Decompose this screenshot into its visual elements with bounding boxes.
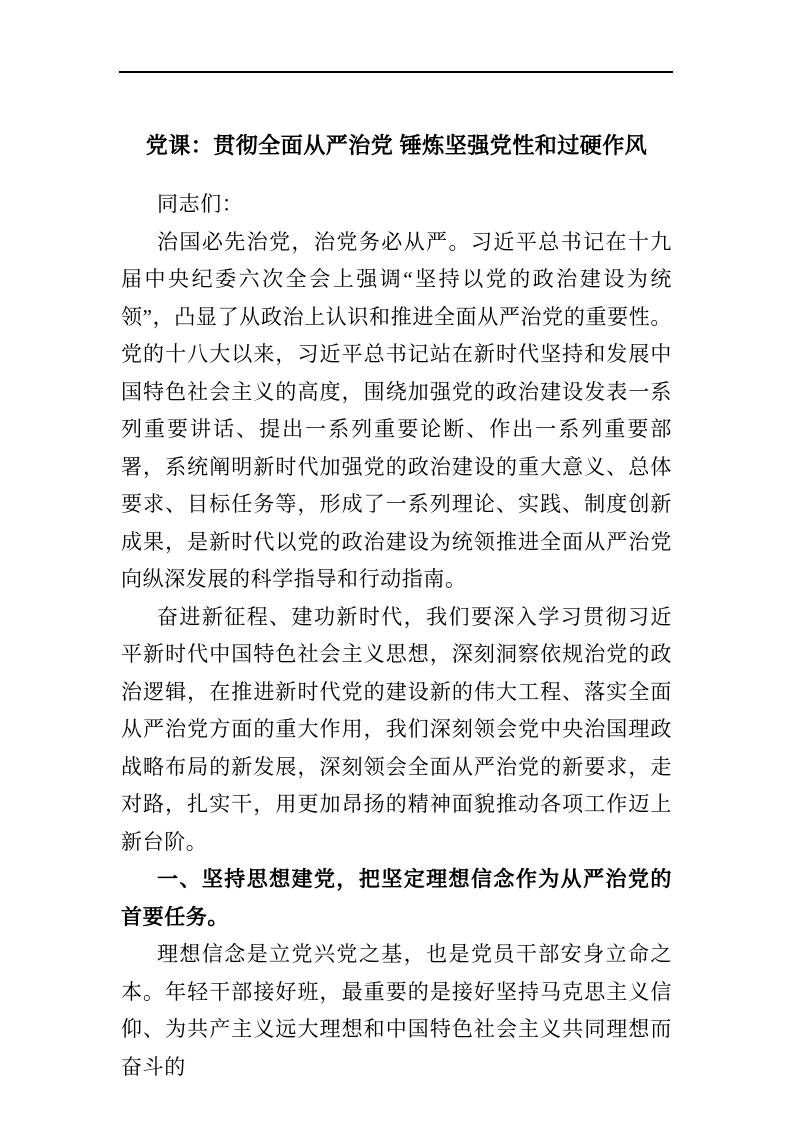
body-paragraph: 奋进新征程、建功新时代，我们要深入学习贯彻习近平新时代中国特色社会主义思想，深刻洞察依规治党的政治逻辑，在推进新时代党的建设新的伟大工程、落实全面从严治党方面的重大作用，我们深刻领会党中央治国理政战略布局的新发展，深刻领会全面从严治党的新要求，走对路，扎实干，用更加昂扬的精神面貌推动各项工作迈上新台阶。: [121, 604, 672, 854]
document-title: 党课：贯彻全面从严治党 锤炼坚强党性和过硬作风: [145, 133, 648, 158]
section-heading: 一、坚持思想建党，把坚定理想信念作为从严治党的首要任务。: [121, 868, 672, 929]
header-rule: [119, 71, 673, 73]
salutation-paragraph: 同志们：: [157, 192, 244, 216]
body-paragraph: 治国必先治党，治党务必从严。习近平总书记在十九届中央纪委六次全会上强调“坚持以党的政治建设为统领”，凸显了从政治上认识和推进全面从严治党的重要性。党的十八大以来，习近平总书记站在新时代坚持和发展中国特色社会主义的高度，围绕加强党的政治建设发表一系列重要讲话、提出一系列重要论断、作出一系列重要部署，系统阐明新时代加强党的政治建设的重大意义、总体要求、目标任务等，形成了一系列理论、实践、制度创新成果，是新时代以党的政治建设为统领推进全面从严治党向纵深发展的科学指导和行动指南。: [121, 229, 672, 591]
body-paragraph: 理想信念是立党兴党之基，也是党员干部安身立命之本。年轻干部接好班，最重要的是接好坚持马克思主义信仰、为共产主义远大理想和中国特色社会主义共同理想而奋斗的: [121, 942, 672, 1079]
document-content: [121, 124, 672, 1086]
